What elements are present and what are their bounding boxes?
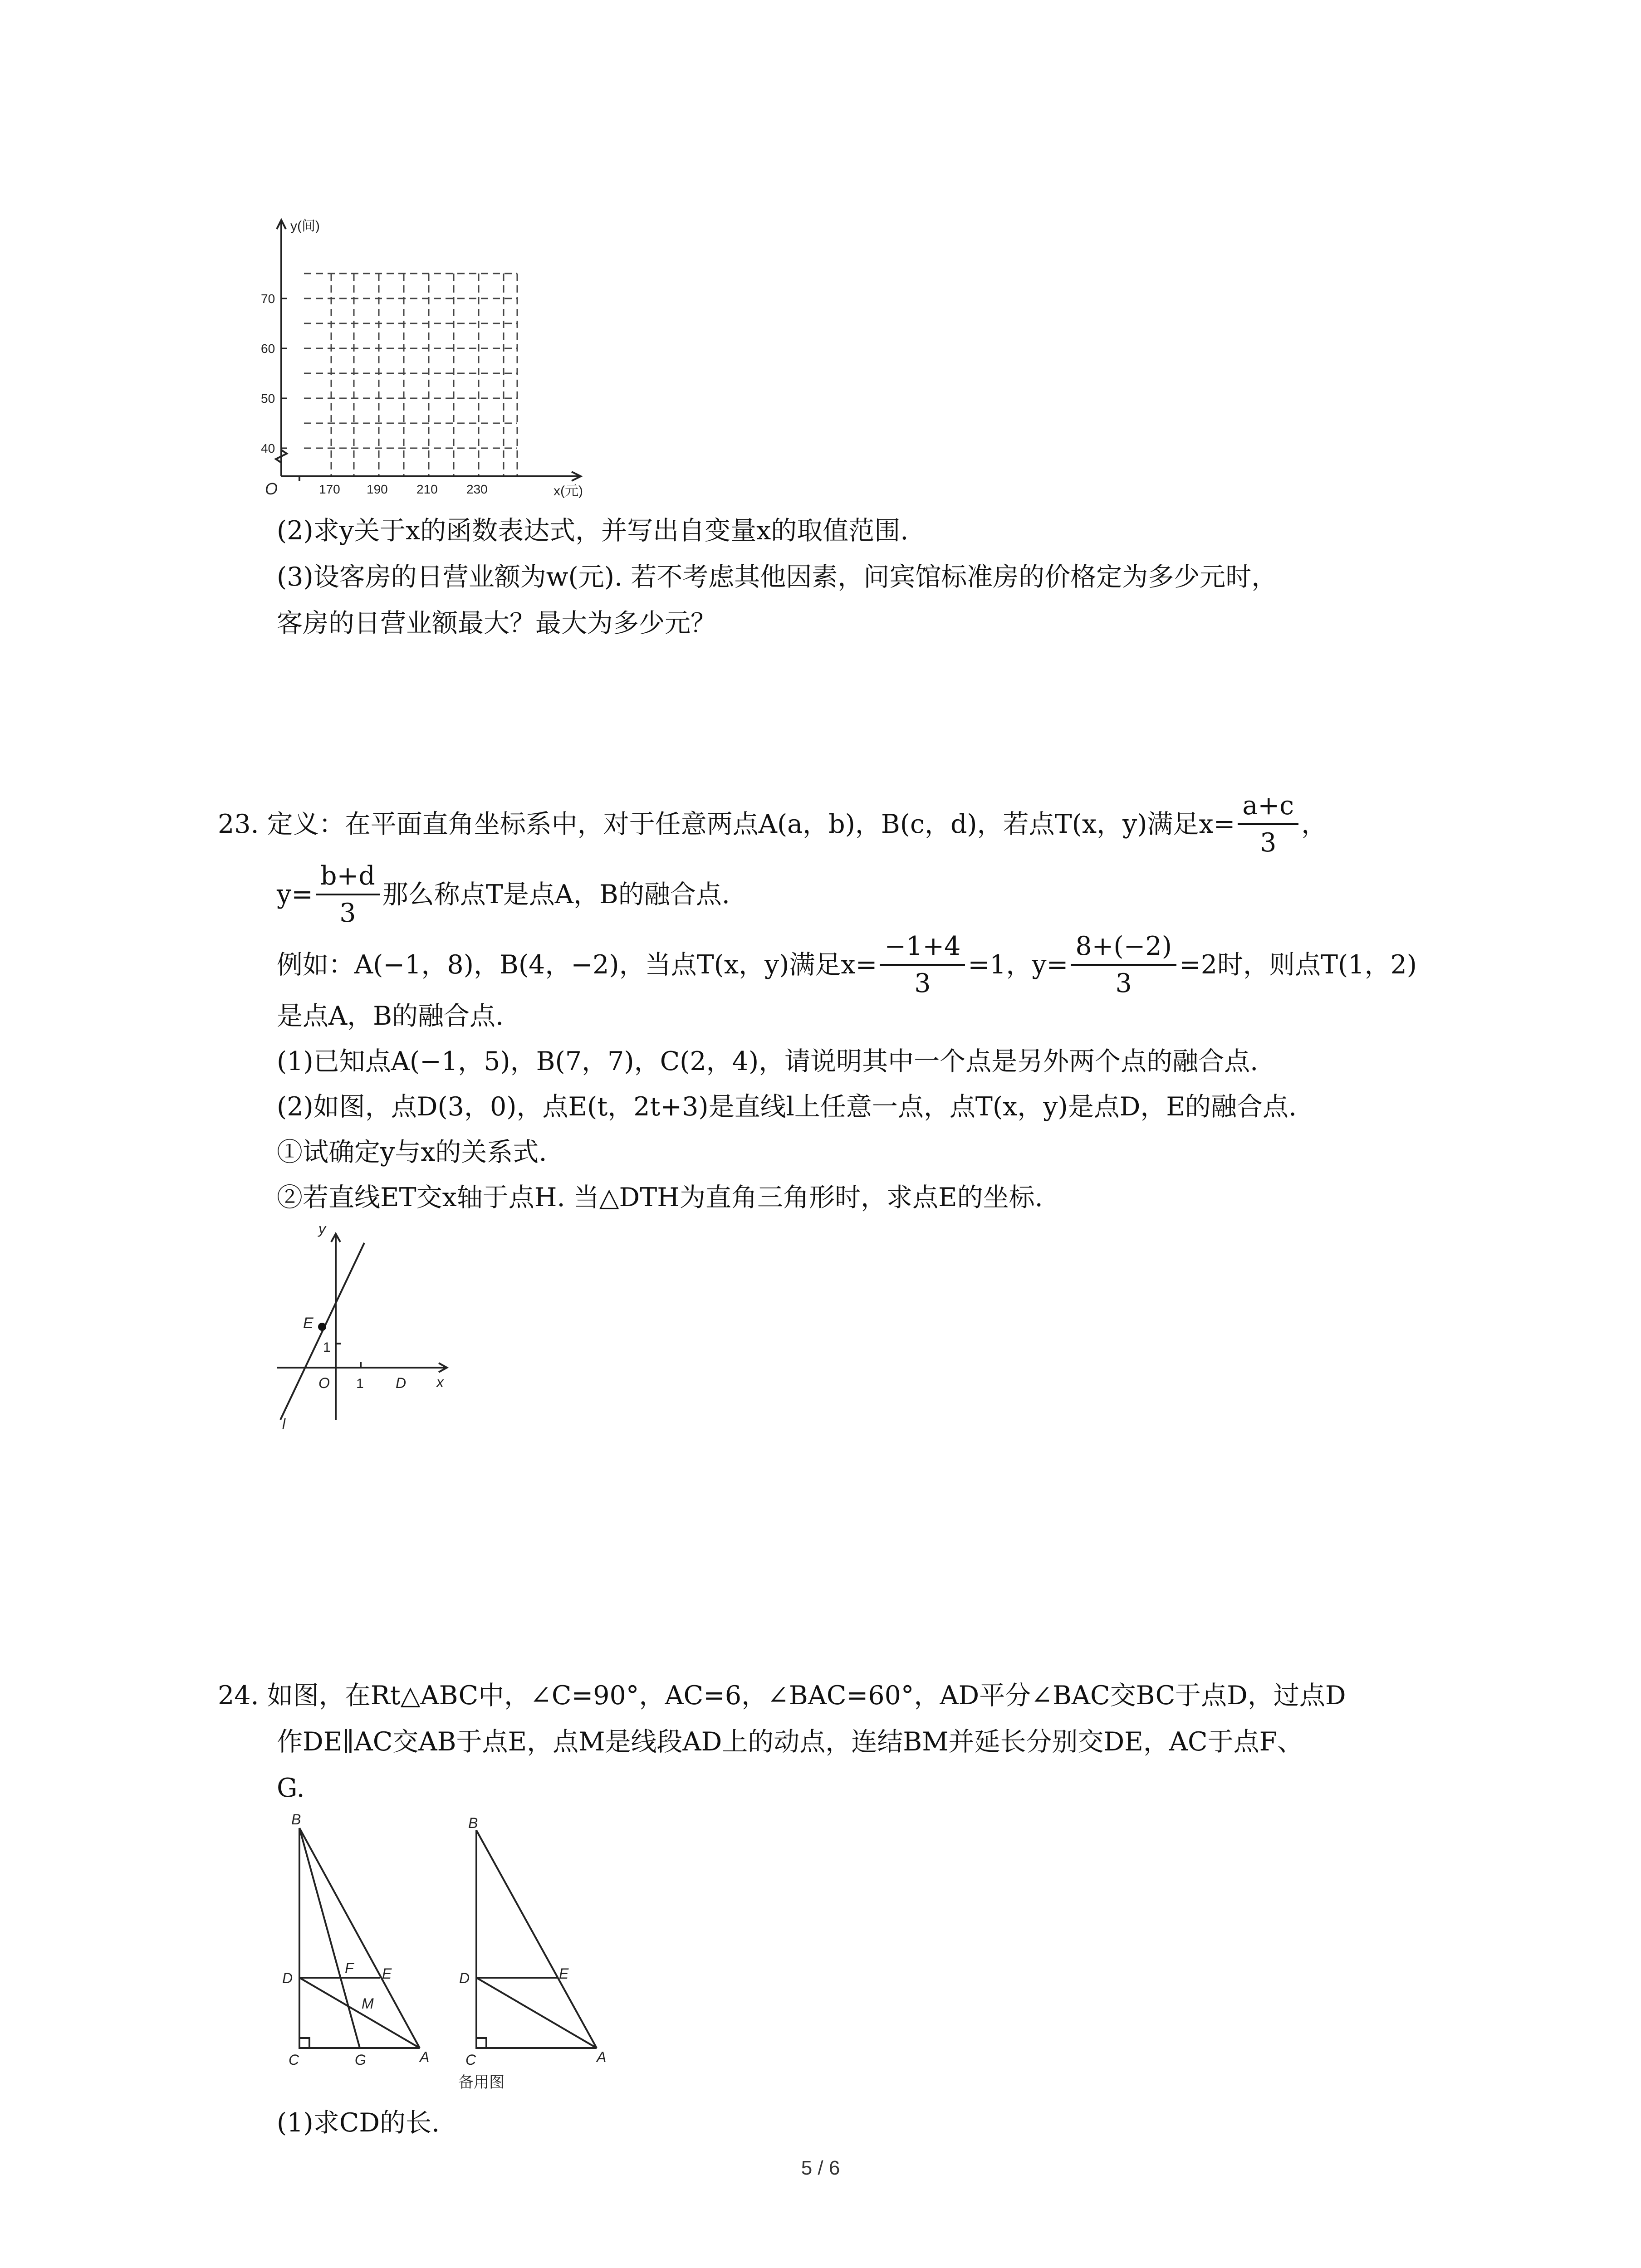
q22-x-tick: 210 <box>416 482 438 496</box>
q24-figure-backup <box>458 1810 631 2100</box>
q24-fig2-d: D <box>459 1970 470 1986</box>
denominator: 3 <box>914 968 931 998</box>
q23-example-line2: 是点A，B的融合点. <box>277 1001 504 1031</box>
q22-x-axis-label: x(元) <box>554 484 583 499</box>
numerator: −1+4 <box>880 930 965 966</box>
q23-number: 23. <box>218 809 259 840</box>
q24-fig1-d: D <box>282 1970 293 1986</box>
q24-line1-text: 如图，在Rt△ABC中，∠C=90°，AC=6，∠BAC=60°，AD平分∠BAC交BC于点D，过点D <box>267 1681 1346 1711</box>
q22-y-axis-label: y(间) <box>290 219 320 234</box>
q24-fig1-g: G <box>355 2052 366 2068</box>
q23-part1: (1)已知点A(−1，5)，B(7，7)，C(2，4)，请说明其中一个点是另外两个点的融合点. <box>277 1046 1259 1076</box>
q22-part2: (2)求y关于x的函数表达式，并写出自变量x的取值范围. <box>277 516 909 546</box>
q23-def-fraction-2 <box>316 860 380 929</box>
q23-origin-label: O <box>318 1375 330 1391</box>
q23-y-one-label: 1 <box>323 1340 331 1355</box>
q22-coordinate-grid <box>263 209 626 499</box>
q24-fig1-a: A <box>420 2049 430 2065</box>
q22-part3-line1: (3)设客房的日营业额为w(元). 若不考虑其他因素，问宾馆标准房的价格定为多少元时， <box>277 562 1278 592</box>
q24-figure-main <box>281 1810 454 2073</box>
q23-def-fraction-1 <box>1238 790 1298 859</box>
q24-fig2-caption: 备用图 <box>458 2074 505 2091</box>
q24-line2: 作DE∥AC交AB于点E，点M是线段AD上的动点，连结BM并延长分别交DE，AC于点F、 <box>277 1727 1303 1757</box>
q23-y-label: y <box>318 1221 326 1237</box>
numerator: b+d <box>316 860 380 895</box>
q24-line1 <box>218 1677 1346 1714</box>
comma: ， <box>1301 809 1327 840</box>
q24-fig1-b: B <box>291 1811 301 1828</box>
q23-example-post: =2时，则点T(1，2) <box>1179 950 1417 980</box>
q24-fig2-a: A <box>597 2049 607 2065</box>
denominator: 3 <box>1115 968 1132 998</box>
q23-l-label: l <box>282 1416 286 1432</box>
q22-y-tick: 60 <box>261 342 275 356</box>
q23-line-graph <box>268 1220 458 1433</box>
q24-fig2-e: E <box>559 1965 569 1982</box>
q23-x-one-label: 1 <box>356 1376 364 1391</box>
q24-fig1-f: F <box>345 1960 354 1976</box>
q24-line3: G. <box>277 1773 305 1803</box>
q23-part2: (2)如图，点D(3，0)，点E(t，2t+3)是直线l上任意一点，点T(x，y)是点D，E的融合点. <box>277 1092 1297 1122</box>
q23-def2-post: 那么称点T是点A，B的融合点. <box>382 880 730 910</box>
q23-example-mid: =1，y= <box>968 950 1068 980</box>
q24-number: 24. <box>218 1681 259 1711</box>
q23-definition-text: 定义：在平面直角坐标系中，对于任意两点A(a，b)，B(c，d)，若点T(x，y)满足x= <box>267 809 1235 840</box>
q23-e-label: E <box>303 1315 314 1332</box>
q23-definition-line2 <box>277 862 730 931</box>
q22-y-tick: 70 <box>261 292 275 306</box>
q23-part2-ii: ②若直线ET交x轴于点H. 当△DTH为直角三角形时，求点E的坐标. <box>277 1183 1043 1212</box>
q22-origin-label: O <box>265 479 278 498</box>
denominator: 3 <box>339 898 356 928</box>
numerator: 8+(−2) <box>1071 930 1176 966</box>
q24-fig1-c: C <box>289 2052 299 2068</box>
q23-def2-pre: y= <box>277 880 313 910</box>
q24-fig2-c: C <box>465 2052 476 2068</box>
q23-example-pre: 例如：A(−1，8)，B(4，−2)，当点T(x，y)满足x= <box>277 950 877 980</box>
q23-example-fraction-1 <box>880 930 965 999</box>
q22-y-tick: 40 <box>261 441 275 455</box>
q23-part2-i: ①试确定y与x的关系式. <box>277 1137 547 1167</box>
denominator: 3 <box>1260 828 1277 858</box>
q23-d-label: D <box>396 1375 407 1391</box>
q22-x-tick: 230 <box>466 482 488 496</box>
q22-x-tick: 190 <box>367 482 388 496</box>
page-number: 5 / 6 <box>801 2157 840 2179</box>
q23-definition-line1 <box>218 792 1327 860</box>
q24-fig1-m: M <box>362 1995 374 2012</box>
q23-x-label: x <box>436 1374 444 1390</box>
q22-y-tick: 50 <box>261 391 275 406</box>
q22-x-tick: 170 <box>319 482 340 496</box>
q23-example-fraction-2 <box>1071 930 1176 999</box>
numerator: a+c <box>1238 790 1298 825</box>
q23-example-line1 <box>277 932 1417 1001</box>
q24-fig2-b: B <box>468 1815 478 1831</box>
q24-part1: (1)求CD的长. <box>277 2108 440 2138</box>
q22-part3-line2: 客房的日营业额最大？最大为多少元？ <box>277 608 716 638</box>
q24-fig1-e: E <box>382 1965 392 1982</box>
